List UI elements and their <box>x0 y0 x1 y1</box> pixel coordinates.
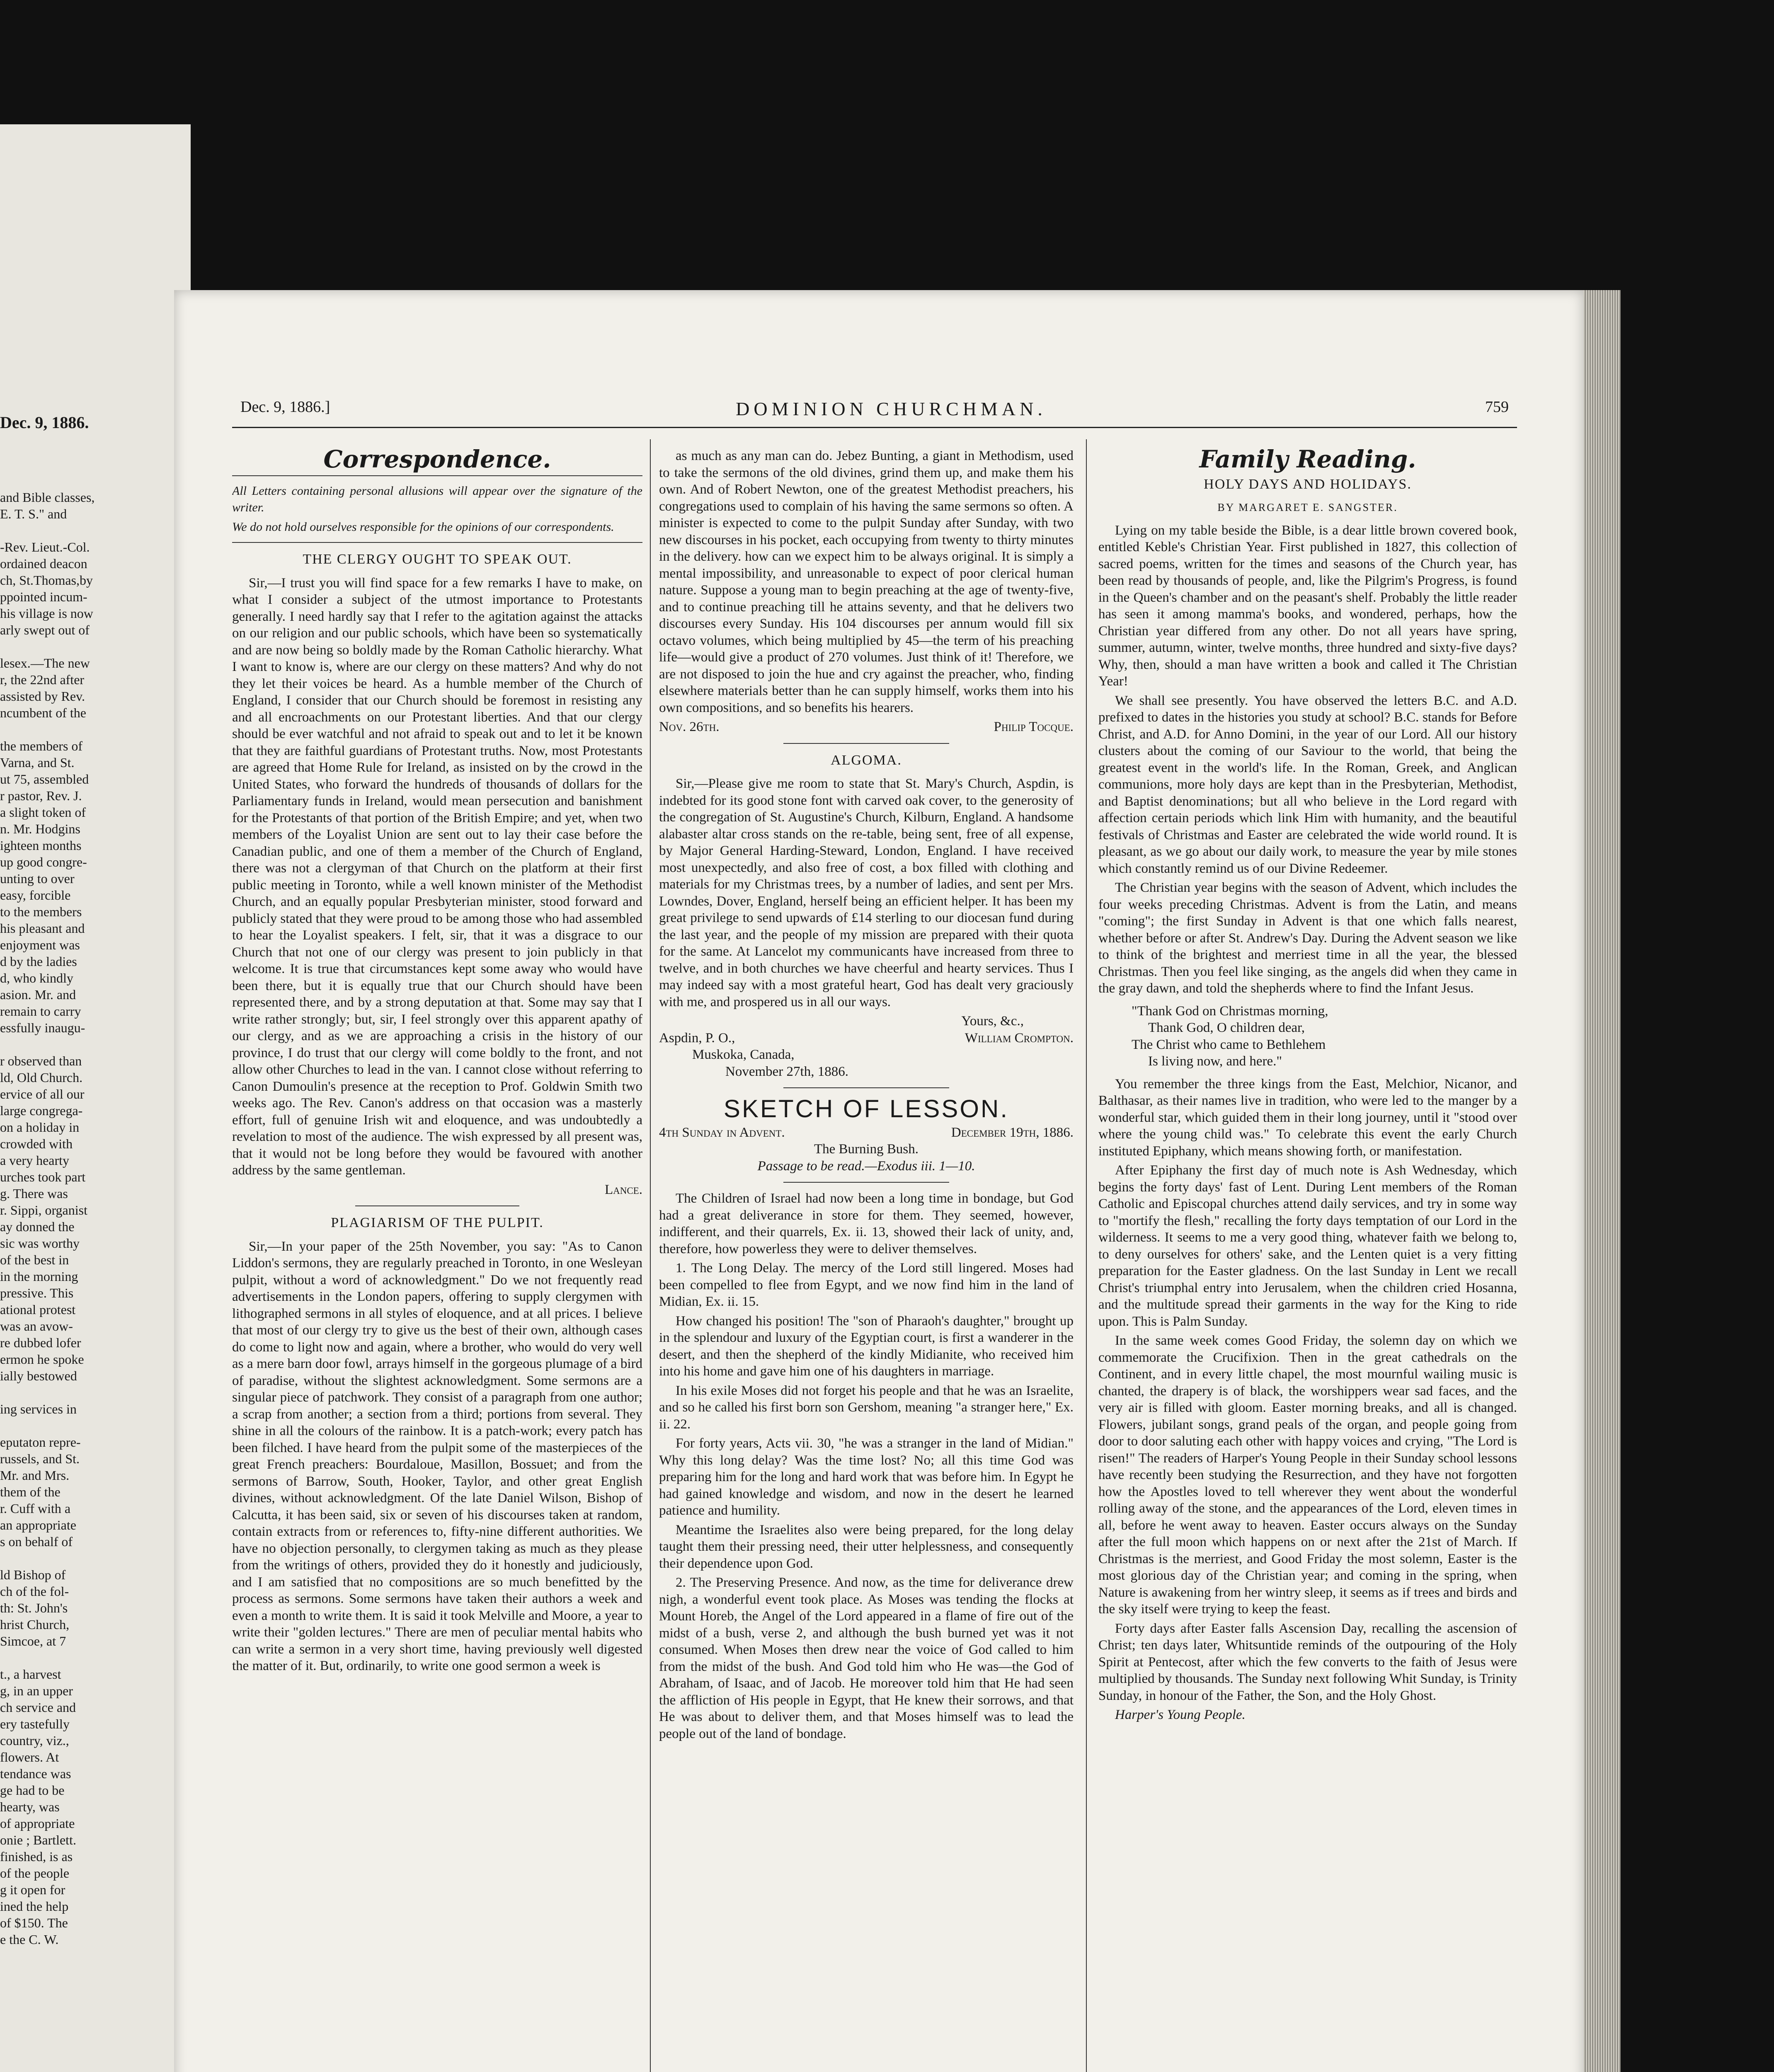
page-number: 759 <box>1485 398 1509 416</box>
page-edges <box>1583 290 1621 2072</box>
adjacent-page-line: a very hearty <box>0 1153 70 1168</box>
adjacent-page-line: essfully inaugu- <box>0 1020 85 1035</box>
adjacent-page-line: E. T. S." and <box>0 506 67 521</box>
adjacent-page-line: r pastor, Rev. J. <box>0 788 82 803</box>
adjacent-page-line: enjoyment was <box>0 937 80 952</box>
sketch-paragraph: 2. The Preserving Presence. And now, as the time for deliverance drew nigh, a wonderful event took place. As Moses was tending the flocks at Mount Horeb, the Angel of the Lord appeared in a flame of fire out of the midst of a bush, verse 2, and although the bush burned yet was it not consumed. When Moses then drew near the voice of God called to him from the midst of the bush. And God told him who He was—the God of Abraham, of Isaac, and of Jacob. He moreover told him that He had seen the affliction of His people in Egypt, that He knew their sorrows, and that He was about to deliver them, and that Moses himself was to lead the people out of the land of bondage. <box>659 1575 1074 1741</box>
adjacent-page-line: ut 75, assembled <box>0 772 89 787</box>
adjacent-page-line <box>0 638 164 655</box>
adjacent-page-line: ing services in <box>0 1402 77 1416</box>
sketch-paragraph: Meantime the Israelites also were being prepared, for the long delay taught them their pressing need, their utter helplessness, and consequently their dependence upon God. <box>659 1522 1074 1571</box>
column-correspondence <box>232 448 642 2072</box>
article-byline: BY MARGARET E. SANGSTER. <box>1217 501 1398 513</box>
article-body: Sir,—In your paper of the 25th November, you say: "As to Canon Liddon's sermons, they are regularly preached in Toronto, in one Wesleyan pulpit, without a word of acknowledgment." Do we not frequently read advertisements in the London papers, offering to supply clergymen with lithographed sermons in all styles of eloquence, and at all prices. I believe that most of our clergy try to give us the best of their own, although cases do come to light now and again, where a brother, who would do very well as a mere barn door fowl, arrays himself in the gorgeous plumage of a bird of paradise, without the slightest acknowledgment. Some sermons are a singular piece of patchwork. They consist of a paragraph from one author; a scrap from another; a section from a third; portions from several. They shine in all the colours of the rainbow. It is a patch-work; every patch has been filched. I have heard from the pulpit some of the masterpieces of the great French preachers: Bourdaloue, Masillon, Bossuet; and from the sermons of Barrow, South, Hooker, Taylor, and other great English divines, without acknowledgment. Of the late Daniel Wilson, Bishop of Calcutta, it has been said, six or seven of his discourses taken at random, contain extracts from or references to, fifty-nine different authorities. We have no objection personally, to clergymen taking as much as they please from the writings of others, provided they do it honestly and judiciously, and I am satisfied that no compositions are so much benefitted by the process as sermons. Some sermons have taken their authors a week and even a month to write them. It is said it took Melville and Moore, a year to write their "golden lectures." There are men of peculiar mental habits who can write a sermon in a very short time, having previously well digested the matter of it. But, ordinarily, to write one good sermon a week is <box>232 1239 642 1673</box>
letter-signature: William Crompton. <box>965 1030 1074 1046</box>
adjacent-page-line: of the best in <box>0 1252 69 1267</box>
adjacent-page-line: ervice of all our <box>0 1087 85 1101</box>
adjacent-page-line: ermon he spoke <box>0 1352 84 1367</box>
editorial-note: We do not hold ourselves responsible for the opinions of our correspondents. <box>232 520 614 534</box>
adjacent-page-lines <box>0 489 164 1948</box>
column-divider <box>650 439 651 2072</box>
letter-place: Muskoka, Canada, <box>692 1047 795 1062</box>
adjacent-page-line: th: St. John's <box>0 1600 68 1615</box>
article-paragraph: You remember the three kings from the East, Melchior, Nicanor, and Balthasar, as their names live in tradition, who were led to the manger by a wonderful star, which guided them in their long journey, until it "stood over where the young child was." To celebrate this event the early Church instituted Epiphany, which means showing forth, or manifestation. <box>1098 1076 1517 1159</box>
adjacent-page-line: Simcoe, at 7 <box>0 1634 66 1648</box>
adjacent-page-line <box>0 1550 164 1566</box>
adjacent-page-line: d, who kindly <box>0 971 73 985</box>
adjacent-page-line: n. Mr. Hodgins <box>0 821 80 836</box>
poem-line: Thank God, O children dear, <box>1148 1020 1305 1035</box>
adjacent-page-line: Varna, and St. <box>0 755 75 770</box>
article-paragraph: Forty days after Easter falls Ascension Day, recalling the ascension of Christ; ten days later, Whitsuntide reminds of the outpouring of the Holy Spirit at Pentecost, after which the few converts to the faith of Jesus were multiplied by thousands. The Sunday next following Whit Sunday, is Trinity Sunday, in honour of the Father, the Son, and the Holy Ghost. <box>1098 1621 1517 1703</box>
article-paragraph: Lying on my table beside the Bible, is a dear little brown covered book, entitled Keble's Christian Year. First published in 1827, this collection of sacred poems, written for the times and seasons of the Church year, has been read by thousands of people, and, like the Pilgrim's Progress, is found in the Queen's chamber and on the peasant's shelf. Probably the little reader has seen it among mamma's books, and wondered, perhaps, how the Christian year differed from any other. Do not all years have spring, summer, autumn, winter, twelve months, three hundred and sixty-five days? Why, then, should a man have written a book and called it The Christian Year! <box>1098 523 1517 689</box>
adjacent-page-line: ery tastefully <box>0 1716 70 1731</box>
sketch-paragraph: How changed his position! The "son of Pharaoh's daughter," brought up in the splendour and luxury of the Egyptian court, is first a wanderer in the desert, and then the shepherd of the kindly Midianite, who received him into his home and gave him one of his daughters in marriage. <box>659 1313 1074 1379</box>
adjacent-page-line: ch service and <box>0 1700 76 1715</box>
adjacent-page-line: urches took part <box>0 1169 86 1184</box>
adjacent-page-line: r, the 22nd after <box>0 672 85 687</box>
sketch-paragraph: The Children of Israel had now been a long time in bondage, but God had a great deliverance in store for them. They seemed, however, indifferent, and their quarrels, Ex. ii. 13, showed their lack of unity, and, therefore, how powerless they were to deliver themselves. <box>659 1191 1074 1256</box>
poem-line: The Christ who came to Bethlehem <box>1132 1037 1326 1052</box>
article-body-continued: as much as any man can do. Jebez Bunting, a giant in Methodism, used to take the sermons of the old divines, grind them up, and make them his own. And of Robert Newton, one of the greatest Methodist preachers, his congregations used to complain of his having the same sermons so often. A minister is expected to come to the pulpit Sunday after Sunday, with two new discourses in his pocket, each occupying from twenty to thirty minutes in the delivery. how can we expect him to be always original. It is simply a mental impossibility, and unreasonable to expect of poor clerical human nature. Suppose a young man to begin preaching at the age of twenty-five, and to continue preaching till he attains seventy, and that he delivers two discourses every Sunday. His 104 discourses per annum would fill six octavo volumes, which being multiplied by 45—the term of his preaching life—would give a product of 270 volumes. Just think of it! Therefore, we are not disposed to join the hue and cry against the preacher, who, finding elsewhere materials better than he can supply himself, works them into his own compositions, and so benefits his hearers. <box>659 448 1074 715</box>
adjacent-page-line: sic was worthy <box>0 1236 80 1251</box>
adjacent-page-line: large congrega- <box>0 1103 83 1118</box>
adjacent-page-line: re dubbed lofer <box>0 1335 81 1350</box>
adjacent-page-line: g, in an upper <box>0 1683 73 1698</box>
adjacent-page-line: unting to over <box>0 871 75 886</box>
adjacent-page-line: -Rev. Lieut.-Col. <box>0 540 90 554</box>
poem-line: Is living now, and here." <box>1148 1054 1282 1069</box>
adjacent-page-line: was an avow- <box>0 1319 73 1334</box>
adjacent-page-line: ch, St.Thomas,by <box>0 573 93 588</box>
adjacent-page-line: russels, and St. <box>0 1451 80 1466</box>
adjacent-page-line <box>0 721 164 738</box>
article-title: PLAGIARISM OF THE PULPIT. <box>331 1215 544 1230</box>
sketch-heading: SKETCH OF LESSON. <box>723 1095 1009 1123</box>
divider <box>232 542 642 543</box>
article-paragraph: After Epiphany the first day of much note is Ash Wednesday, which begins the forty days' fast of Lent. During Lent members of the Roman Catholic and Episcopal churches attend daily services, and try in some way to "mortify the flesh," recalling the forty days temptation of our Lord in the wilderness. It seems to me a very good thing, whatever faith we belong to, to deny ourselves for others' sake, and the Lenten quiet is a very fitting preparation for the Easter gladness. On the last Sunday in Lent we recall Christ's triumphal entry into Jerusalem, when the children cried Hosanna, and the multitude spread their garments in the way for the King to ride upon. This is Palm Sunday. <box>1098 1163 1517 1329</box>
adjacent-page-line: ighteen months <box>0 838 82 853</box>
adjacent-page-line: r. Sippi, organist <box>0 1203 87 1218</box>
adjacent-page-line: assisted by Rev. <box>0 689 85 704</box>
column-family-reading <box>1098 448 1517 2072</box>
adjacent-page-line: finished, is as <box>0 1849 73 1864</box>
adjacent-page-line: eputaton repre- <box>0 1435 81 1450</box>
divider <box>783 1087 949 1088</box>
adjacent-page-line: his pleasant and <box>0 921 85 936</box>
adjacent-page-line: hrist Church, <box>0 1617 70 1632</box>
section-heading-correspondence: Correspondence. <box>323 448 551 473</box>
sketch-subject: The Burning Bush. <box>814 1142 919 1157</box>
column-divider <box>1086 439 1087 2072</box>
adjacent-page-line <box>0 522 164 539</box>
article-body: Sir,—Please give me room to state that St. Mary's Church, Aspdin, is indebted for its good stone font with carved oak cover, to the generosity of the congregation of St. Augustine's Church, Kilburn, England. A handsome alabaster altar cross stands on the re-table, being sent, free of all expense, by Major General Harding-Steward, London, England. I have received most unexpectedly, and also free of cost, a box filled with clothing and materials for my Christmas trees, by a number of ladies, and sent per Mrs. Lowndes, Dover, England, herself being an efficient helper. It has been my great privilege to send upwards of £14 sterling to our diocesan fund during the last year, and the people of my mission are prepared with their quota for the same. At Lancelot my communicants have increased from three to twelve, and in both churches we have cheerful and hearty services. Thus I may indeed say with a most grateful heart, God has dealt very graciously with me, and prospered us in all our ways. <box>659 776 1074 1009</box>
header-date: Dec. 9, 1886.] <box>240 398 330 416</box>
divider <box>783 743 949 744</box>
sketch-paragraph: In his exile Moses did not forget his people and that he was an Israelite, and so he called his first born son Gershom, meaning "a stranger here," Ex. ii. 22. <box>659 1383 1074 1432</box>
column-middle <box>659 448 1074 2072</box>
adjacent-page-line: flowers. At <box>0 1750 59 1765</box>
adjacent-page-line: up good congre- <box>0 854 87 869</box>
adjacent-page-line: ational protest <box>0 1302 76 1317</box>
adjacent-page-line: of appropriate <box>0 1816 75 1831</box>
divider <box>232 475 642 476</box>
article-body: Sir,—I trust you will find space for a few remarks I have to make, on what I consider a subject of the utmost importance to Protestants generally. I need hardly say that I refer to the agitation against the attacks on our religion and our public schools, which have been so systematically and are now being so boldly made by the Roman Catholic hierarchy. What I want to know is, where are our clergy on these matters? And why do not they let their voices be heard. As a humble member of the Church of England, I consider that our Church should be foremost in resisting any and all encroachments on our Protestant liberties. And that our clergy should be ever watchful and not afraid to speak out and to let it be known that they are faithful guardians of Protestant truths. Now, most Protestants are agreed that Home Rule for Ireland, as insisted on by the crowd in the United States, who forward the hundreds of thousands of dollars for the Parliamentary funds in Ireland, would mean persecution and banishment for the Protestants of that portion of the British Empire; and yet, when two members of the Loyalist Union are sent out to lay their case before the Canadian public, and one of them a member of the Church of England, there was not a clergyman of that Church on the platform at their first public meeting in Toronto, while a well known minister of the Methodist Church, and an equally popular Presbyterian minister, stood forward and publicly stated that they were proud to be among those who had assembled to hear the Loyalist speakers. I felt, sir, that it was a disgrace to our Church that not one of our clergy was present to join publicly in that welcome. It is true that circumstances kept some away who would have been there, but it is equally true that our Church should have been represented there, and by a strong deputation at that. Some may say that I write rather strongly; but, sir, I feel strongly over this apparent apathy of our clergy, and as we are approaching a crisis in the history of our province, I do trust that our clergy will come boldly to the front, and not allow other Churches to lead in the van. I cannot close without referring to Canon Dumoulin's presence at the reception to Prof. Goldwin Smith two weeks ago. The Rev. Canon's address on that occasion was a masterly effort, full of genuine Irish wit and eloquence, and was undoubtedly a revelation to most of the audience. The wish expressed by all present was, that it would not be long before they would be favoured with another address by the same gentleman. <box>232 575 642 1178</box>
adjacent-page-line: ge had to be <box>0 1783 65 1798</box>
adjacent-page-line: his village is now <box>0 606 93 621</box>
article-signature: Philip Tocque. <box>994 719 1074 734</box>
article-title: THE CLERGY OUGHT TO SPEAK OUT. <box>303 552 572 567</box>
adjacent-page-line: arly swept out of <box>0 622 90 637</box>
adjacent-page-line <box>0 1417 164 1434</box>
adjacent-page-line: t., a harvest <box>0 1667 61 1682</box>
adjacent-page-line: easy, forcible <box>0 888 71 903</box>
adjacent-page-line: ined the help <box>0 1899 69 1914</box>
article-signature: Lance. <box>604 1182 642 1197</box>
adjacent-page-line: ay donned the <box>0 1219 75 1234</box>
adjacent-page-line: pressive. This <box>0 1285 74 1300</box>
sketch-sunday: 4th Sunday in Advent. <box>659 1125 785 1140</box>
adjacent-page-line: in the morning <box>0 1269 78 1284</box>
article-title: ALGOMA. <box>831 752 902 768</box>
divider <box>783 1182 949 1183</box>
adjacent-page-line: the members of <box>0 738 83 753</box>
adjacent-page-date: Dec. 9, 1886. <box>0 413 89 432</box>
editorial-note: All Letters containing personal allusions will appear over the signature of the writer. <box>232 484 642 514</box>
adjacent-page-line: on a holiday in <box>0 1120 80 1135</box>
adjacent-page-line: ially bestowed <box>0 1368 77 1383</box>
adjacent-page-line: e the C. W. <box>0 1932 59 1947</box>
adjacent-page-line: ld, Old Church. <box>0 1070 83 1085</box>
adjacent-page-line <box>0 1384 164 1401</box>
article-paragraph: The Christian year begins with the season of Advent, which includes the four weeks preceding Christmas. Advent is from the Latin, and means "coming"; the first Sunday in Advent is that one which falls nearest, whether before or after St. Andrew's Day. During the Advent season we like to think of the brightest and merriest time in all the year, the blessed Christmas. Then you feel like singing, as the angels did when they came in the gray dawn, and told the shepherds where to find the Infant Jesus. <box>1098 880 1517 996</box>
masthead-title: DOMINION CHURCHMAN. <box>736 398 1047 419</box>
sketch-date: December 19th, 1886. <box>951 1125 1074 1140</box>
adjacent-page-line: r observed than <box>0 1053 82 1068</box>
page-header <box>240 398 1509 423</box>
article-paragraph: In the same week comes Good Friday, the solemn day on which we commemorate the Crucifixion. Then in the great cathedrals on the Continent, and in every little chapel, the most mournful wailing music is chanted, the drapery is of black, the worshippers wear sad faces, and the very air is filled with gloom. Easter morning breaks, and all is changed. Flowers, jubilant songs, grand peals of the organ, and people going from door to door saluting each other with happy voices and crying, "The Lord is risen!" The readers of Harper's Young People in their Sunday school lessons have recently been studying the Resurrection, and they have not forgotten how the Apostles loved to tell wherever they went about the wonderful rolling away of the stone, and the appearances of the Lord, eleven times in all, before he went away to heaven. Easter occurs always on the Sunday after the full moon which happens on or next after the 21st of March. If Christmas is the merriest, and Good Friday the most solemn, Easter is the most glorious day of the Christian year; and coming in the spring, when Nature is awakening from her wintry sleep, it seems as if trees and birds and the sky itself were trying to keep the feast. <box>1098 1333 1517 1617</box>
header-rule <box>232 427 1517 428</box>
adjacent-page-line: ncumbent of the <box>0 705 86 720</box>
adjacent-page-line: s on behalf of <box>0 1534 73 1549</box>
adjacent-page-line: to the members <box>0 904 82 919</box>
adjacent-page-line: crowded with <box>0 1136 73 1151</box>
adjacent-page-line: g it open for <box>0 1882 65 1897</box>
adjacent-page-line: tendance was <box>0 1766 71 1781</box>
article-date: Nov. 26th. <box>659 719 720 734</box>
sketch-paragraph: For forty years, Acts vii. 30, "he was a stranger in the land of Midian." Why this long delay? Was the time lost? No; all this time God was preparing him for the long and hard work that was before him. In Egypt he had gained knowledge and wisdom, and now in the desert he learned patience and humility. <box>659 1436 1074 1518</box>
divider <box>355 1205 519 1206</box>
adjacent-page-line: hearty, was <box>0 1799 60 1814</box>
adjacent-page-line: ld Bishop of <box>0 1567 66 1582</box>
adjacent-page-line: an appropriate <box>0 1518 76 1532</box>
letter-close: Yours, &c., <box>961 1014 1024 1029</box>
adjacent-page-line <box>0 1036 164 1053</box>
adjacent-page-line: asion. Mr. and <box>0 987 76 1002</box>
article-title: HOLY DAYS AND HOLIDAYS. <box>1204 476 1412 492</box>
article-paragraph: We shall see presently. You have observed the letters B.C. and A.D. prefixed to dates in the histories you study at school? B.C. stands for Before Christ, and A.D. for Anno Domini, in the year of our Lord. All our history clusters about the coming of our Saviour to the world, that being the greatest event in the world's life. In the Roman, Greek, and Anglican communions, more holy days are kept than in the Presbyterian, Methodist, and Baptist denominations; but all who believe in the Lord regard with affection certain periods which link Him with humanity, and the beautiful festivals of Christmas and Easter are celebrated the wide world round. It is pleasant, as we go about our daily work, to measure the year by mile stones which constantly remind us of our Divine Redeemer. <box>1098 693 1517 876</box>
adjacent-page-fragment <box>0 381 164 1964</box>
adjacent-page-line: ordained deacon <box>0 556 87 571</box>
adjacent-page-line: and Bible classes, <box>0 490 95 505</box>
adjacent-page-line: ch of the fol- <box>0 1584 69 1599</box>
article-signoff <box>659 719 1074 736</box>
article-source: Harper's Young People. <box>1115 1707 1246 1722</box>
letter-date: November 27th, 1886. <box>725 1064 848 1079</box>
sketch-passage: Passage to be read.—Exodus iii. 1—10. <box>757 1158 975 1174</box>
sketch-dateline <box>659 1124 1074 1141</box>
adjacent-page-line <box>0 1649 164 1666</box>
adjacent-page-line: r. Cuff with a <box>0 1501 71 1516</box>
adjacent-page-line: remain to carry <box>0 1004 81 1019</box>
sketch-paragraph: 1. The Long Delay. The mercy of the Lord still lingered. Moses had been compelled to flee from Egypt, and we now find him in the land of Midian, Ex. ii. 15. <box>659 1261 1074 1309</box>
adjacent-page-line: onie ; Bartlett. <box>0 1832 76 1847</box>
adjacent-page-line: d by the ladies <box>0 954 77 969</box>
poem <box>1132 1003 1517 1070</box>
adjacent-page-line: g. There was <box>0 1186 68 1201</box>
adjacent-page-line: Mr. and Mrs. <box>0 1468 70 1483</box>
section-heading-family-reading: Family Reading. <box>1199 448 1416 473</box>
adjacent-page-line: of the people <box>0 1866 70 1881</box>
adjacent-page-line: lesex.—The new <box>0 656 90 670</box>
adjacent-page-line: them of the <box>0 1484 61 1499</box>
poem-line: "Thank God on Christmas morning, <box>1132 1003 1328 1019</box>
letter-signoff <box>659 1030 1074 1047</box>
adjacent-page-line: a slight token of <box>0 805 86 820</box>
adjacent-page-line: country, viz., <box>0 1733 69 1748</box>
adjacent-page-line: of $150. The <box>0 1915 68 1930</box>
adjacent-page-line: ppointed incum- <box>0 589 87 604</box>
letter-place: Aspdin, P. O., <box>659 1030 735 1046</box>
